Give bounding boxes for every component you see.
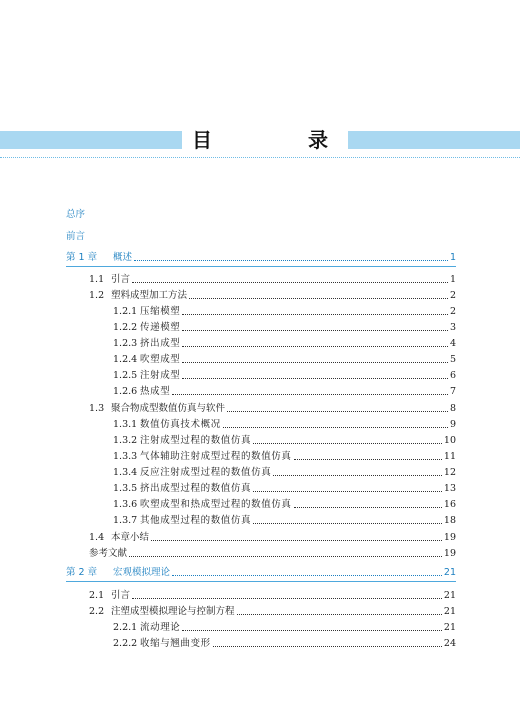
toc-entry[interactable] xyxy=(113,481,456,496)
entry-title: 本章小结 xyxy=(111,532,150,543)
toc-entry[interactable] xyxy=(89,288,456,303)
page-number: 11 xyxy=(443,451,456,462)
front-matter-label: 前言 xyxy=(66,231,86,242)
entry-number: 第 1 章 xyxy=(66,252,98,263)
dot-leader xyxy=(189,298,448,299)
dot-leader xyxy=(223,427,448,428)
page-number: 21 xyxy=(443,606,456,617)
toc-entry[interactable] xyxy=(113,513,456,528)
page-number: 4 xyxy=(449,338,456,349)
page-number: 1 xyxy=(449,252,456,263)
entry-number: 1.1 xyxy=(89,274,105,285)
toc-entry[interactable] xyxy=(113,320,456,335)
entry-title: 挤出成型 xyxy=(140,338,181,349)
toc-entry[interactable] xyxy=(113,497,456,512)
toc-entry[interactable] xyxy=(89,588,456,603)
toc-entry[interactable] xyxy=(113,384,456,399)
page-number: 3 xyxy=(449,322,456,333)
page-number: 18 xyxy=(443,515,456,526)
entry-title: 热成型 xyxy=(140,386,171,397)
entry-number: 1.3.2 xyxy=(113,435,138,446)
dot-leader xyxy=(182,346,448,347)
entry-title: 收缩与翘曲变形 xyxy=(140,638,211,649)
page-number: 6 xyxy=(449,370,456,381)
entry-title: 塑料成型加工方法 xyxy=(111,290,188,301)
entry-title: 吹塑成型和热成型过程的数值仿真 xyxy=(140,499,292,510)
entry-number: 1.2.5 xyxy=(113,370,138,381)
entry-number: 2.2.1 xyxy=(113,622,138,633)
toc-entry[interactable] xyxy=(113,417,456,432)
entry-number: 1.3.7 xyxy=(113,515,138,526)
dot-leader xyxy=(273,475,442,476)
entry-title: 聚合物成型数值仿真与软件 xyxy=(111,403,226,414)
dot-leader xyxy=(134,260,448,261)
entry-number: 1.3.6 xyxy=(113,499,138,510)
page-number: 9 xyxy=(449,419,456,430)
entry-title: 反应注射成型过程的数值仿真 xyxy=(140,467,272,478)
entry-number: 1.3 xyxy=(89,403,105,414)
dot-leader xyxy=(182,330,448,331)
toc-entry[interactable] xyxy=(113,620,456,635)
entry-title: 引言 xyxy=(111,274,131,285)
page-number: 21 xyxy=(443,567,456,578)
toc-entry[interactable] xyxy=(113,636,456,651)
page-number: 7 xyxy=(449,386,456,397)
page-number: 1 xyxy=(449,274,456,285)
entry-number: 1.3.1 xyxy=(113,419,138,430)
entry-number: 1.3.4 xyxy=(113,467,138,478)
entry-title: 注塑成型模拟理论与控制方程 xyxy=(111,606,235,617)
toc-entry[interactable] xyxy=(89,272,456,287)
entry-title: 挤出成型过程的数值仿真 xyxy=(140,483,252,494)
entry-title: 气体辅助注射成型过程的数值仿真 xyxy=(140,451,292,462)
dot-leader xyxy=(294,507,442,508)
toc-entry[interactable] xyxy=(89,401,456,416)
entry-number: 第 2 章 xyxy=(66,567,98,578)
entry-number: 1.4 xyxy=(89,532,105,543)
entry-number: 2.2.2 xyxy=(113,638,138,649)
entry-title: 数值仿真技术概况 xyxy=(140,419,221,430)
toc-entry[interactable] xyxy=(113,465,456,480)
chapter-entry[interactable] xyxy=(66,565,456,580)
page-number: 8 xyxy=(449,403,456,414)
entry-number: 1.2.4 xyxy=(113,354,138,365)
dot-leader xyxy=(237,614,442,615)
chapter-underline xyxy=(66,266,456,267)
dot-leader xyxy=(172,394,448,395)
page-number: 10 xyxy=(443,435,456,446)
entry-number: 1.2 xyxy=(89,290,105,301)
dot-leader xyxy=(213,646,442,647)
entry-title: 宏观模拟理论 xyxy=(113,567,171,578)
chapter-entry[interactable] xyxy=(66,250,456,265)
entry-title: 概述 xyxy=(113,252,133,263)
entry-number: 2.2 xyxy=(89,606,105,617)
page-number: 24 xyxy=(443,638,456,649)
toc-entry[interactable] xyxy=(113,304,456,319)
entry-title: 注射成型 xyxy=(140,370,181,381)
front-matter-label: 总序 xyxy=(66,209,86,220)
dot-leader xyxy=(294,459,442,460)
front-matter-item[interactable] xyxy=(66,229,85,244)
entry-number: 1.2.6 xyxy=(113,386,138,397)
entry-number: 2.1 xyxy=(89,590,105,601)
dot-leader xyxy=(253,443,442,444)
toc-entry[interactable] xyxy=(89,604,456,619)
page-number: 2 xyxy=(449,290,456,301)
dot-leader xyxy=(129,556,442,557)
toc-entry[interactable] xyxy=(89,546,456,561)
entry-number: 1.3.3 xyxy=(113,451,138,462)
page-number: 19 xyxy=(443,532,456,543)
entry-number: 1.2.1 xyxy=(113,306,138,317)
dot-leader xyxy=(227,411,448,412)
entry-title: 压缩模塑 xyxy=(140,306,181,317)
toc-entry[interactable] xyxy=(113,449,456,464)
entry-title: 引言 xyxy=(111,590,131,601)
dot-leader xyxy=(182,630,442,631)
page-title: 目 录 xyxy=(192,128,366,152)
dot-leader xyxy=(132,282,448,283)
dot-leader xyxy=(182,314,448,315)
toc-entry[interactable] xyxy=(113,368,456,383)
page-number: 13 xyxy=(443,483,456,494)
toc-entry[interactable] xyxy=(113,336,456,351)
page-number: 5 xyxy=(449,354,456,365)
dot-leader xyxy=(172,575,442,576)
page-number: 16 xyxy=(443,499,456,510)
page-number: 21 xyxy=(443,622,456,633)
entry-title: 参考文献 xyxy=(89,548,128,559)
dot-leader xyxy=(253,491,442,492)
dot-leader xyxy=(182,378,448,379)
entry-number: 1.3.5 xyxy=(113,483,138,494)
dot-leader xyxy=(253,523,442,524)
entry-title: 吹塑成型 xyxy=(140,354,181,365)
page-number: 21 xyxy=(443,590,456,601)
entry-title: 其他成型过程的数值仿真 xyxy=(140,515,252,526)
chapter-underline xyxy=(66,581,456,582)
entry-title: 注射成型过程的数值仿真 xyxy=(140,435,252,446)
page-number: 2 xyxy=(449,306,456,317)
toc-entry[interactable] xyxy=(113,352,456,367)
entry-number: 1.2.2 xyxy=(113,322,138,333)
page-number: 19 xyxy=(443,548,456,559)
front-matter-item[interactable] xyxy=(66,207,85,222)
dot-leader xyxy=(132,598,442,599)
title-dotted-rule xyxy=(0,157,520,158)
entry-title: 流动理论 xyxy=(140,622,181,633)
dot-leader xyxy=(151,540,442,541)
toc-entry[interactable] xyxy=(89,530,456,545)
page-number: 12 xyxy=(443,467,456,478)
dot-leader xyxy=(182,362,448,363)
toc-entry[interactable] xyxy=(113,433,456,448)
entry-title: 传递模塑 xyxy=(140,322,181,333)
entry-number: 1.2.3 xyxy=(113,338,138,349)
